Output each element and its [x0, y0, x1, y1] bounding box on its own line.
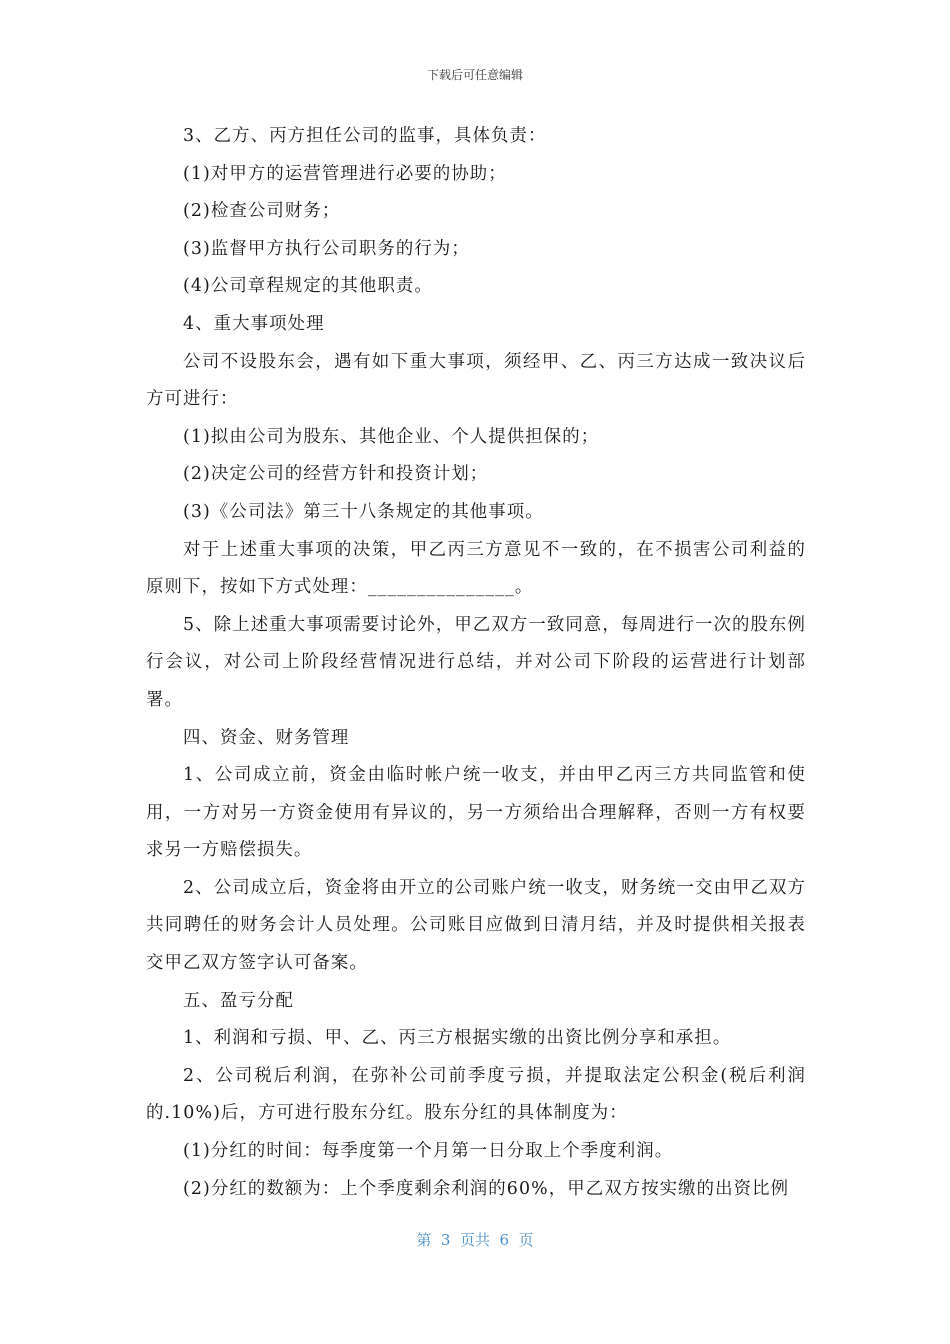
paragraph: (2)分红的数额为：上个季度剩余利润的60%，甲乙双方按实缴的出资比例	[183, 1178, 790, 1199]
paragraph: 2、公司成立后，资金将由开立的公司账户统一收支，财务统一交由甲乙双方共同聘任的财务会计人员处理。公司账目应做到日清月结，并及时提供相关报表交甲乙双方签字认可备案。	[146, 877, 806, 974]
paragraph: 1、公司成立前，资金由临时帐户统一收支，并由甲乙丙三方共同监管和使用，一方对另一方资金使用有异议的，另一方须给出合理解释，否则一方有权要求另一方赔偿损失。	[146, 765, 806, 861]
paragraph: 对于上述重大事项的决策，甲乙丙三方意见不一致的，在不损害公司利益的原则下，按如下方式处理：_______________。	[146, 539, 806, 598]
paragraph: (2)决定公司的经营方针和投资计划；	[183, 464, 489, 485]
paragraph: (1)拟由公司为股东、其他企业、个人提供担保的；	[183, 426, 600, 447]
page-footer: 第 3 页共 6 页	[416, 1231, 534, 1249]
paragraph: (3)监督甲方执行公司职务的行为；	[183, 238, 470, 259]
section-heading: 五、盈亏分配	[183, 990, 294, 1011]
paragraph: (4)公司章程规定的其他职责。	[183, 276, 433, 297]
paragraph: 1、利润和亏损、甲、乙、丙三方根据实缴的出资比例分享和承担。	[183, 1028, 732, 1049]
section-heading: 4、重大事项处理	[183, 313, 325, 334]
paragraph: 3、乙方、丙方担任公司的监事，具体负责：	[183, 126, 547, 146]
paragraph: (1)对甲方的运营管理进行必要的协助；	[183, 163, 507, 184]
section-heading: 四、资金、财务管理	[183, 727, 350, 748]
paragraph: (1)分红的时间：每季度第一个月第一日分取上个季度利润。	[183, 1141, 674, 1162]
paragraph: (2)检查公司财务；	[183, 201, 341, 222]
page-header: 下载后可任意编辑	[426, 68, 523, 82]
paragraph: (3)《公司法》第三十八条规定的其他事项。	[183, 501, 544, 522]
paragraph: 2、公司税后利润，在弥补公司前季度亏损，并提取法定公积金(税后利润的.10%)后，方可进行股东分红。股东分红的具体制度为：	[146, 1065, 806, 1124]
paragraph: 5、除上述重大事项需要讨论外，甲乙双方一致同意，每周进行一次的股东例行会议，对公司上阶段经营情况进行总结，并对公司下阶段的运营进行计划部署。	[146, 614, 806, 710]
paragraph: 公司不设股东会，遇有如下重大事项，须经甲、乙、丙三方达成一致决议后方可进行：	[146, 351, 806, 410]
document-body	[146, 118, 806, 1208]
